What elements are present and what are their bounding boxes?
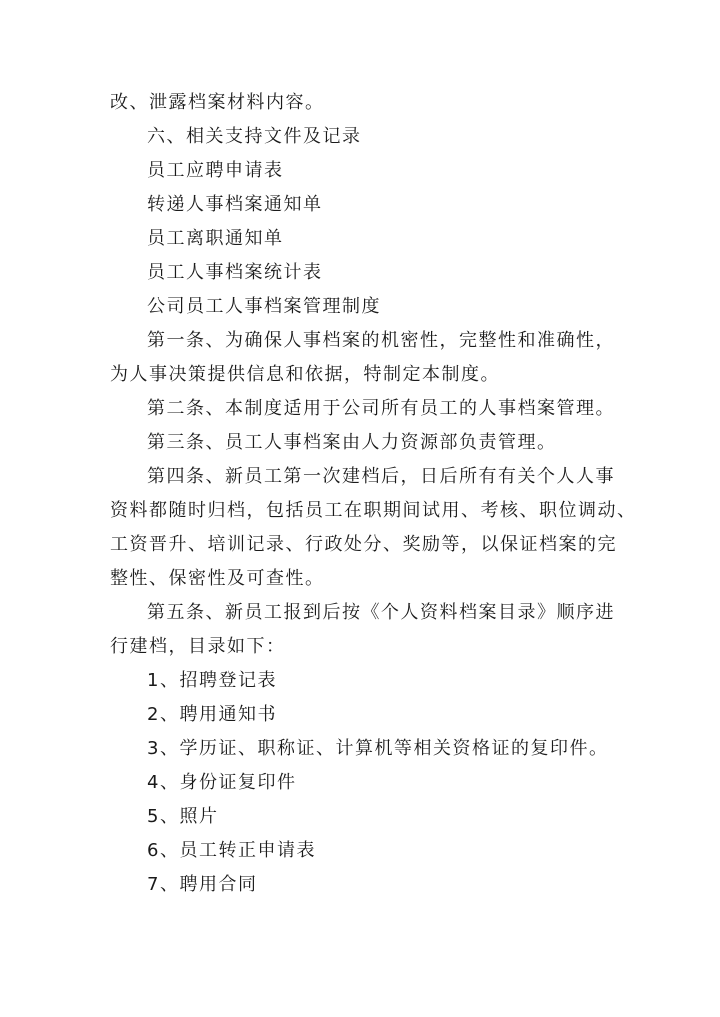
text-line: 工资晋升、培训记录、行政处分、奖励等，以保证档案的完	[110, 534, 617, 555]
text-line: 3、学历证、职称证、计算机等相关资格证的复印件。	[147, 738, 609, 759]
text-line: 员工离职通知单	[147, 228, 284, 249]
text-line: 资料都随时归档，包括员工在职期间试用、考核、职位调动、	[110, 500, 637, 521]
text-line: 员工人事档案统计表	[147, 262, 323, 283]
document-body	[110, 86, 637, 902]
text-line: 6、员工转正申请表	[147, 840, 316, 861]
text-line: 六、相关支持文件及记录	[147, 126, 362, 147]
text-line: 5、照片	[147, 806, 219, 827]
text-line: 4、身份证复印件	[147, 772, 297, 793]
text-line: 7、聘用合同	[147, 874, 258, 895]
text-line: 第三条、员工人事档案由人力资源部负责管理。	[147, 432, 557, 453]
text-line: 第一条、为确保人事档案的机密性，完整性和准确性，	[147, 330, 615, 351]
text-line: 改、泄露档案材料内容。	[110, 92, 325, 113]
text-line: 2、聘用通知书	[147, 704, 277, 725]
text-line: 整性、保密性及可查性。	[110, 568, 325, 589]
text-line: 行建档，目录如下：	[110, 636, 286, 657]
text-line: 第四条、新员工第一次建档后，日后所有有关个人人事	[147, 466, 615, 487]
text-line: 公司员工人事档案管理制度	[147, 296, 381, 317]
text-line: 第二条、本制度适用于公司所有员工的人事档案管理。	[147, 398, 615, 419]
text-line: 第五条、新员工报到后按《个人资料档案目录》顺序进	[147, 602, 615, 623]
text-line: 为人事决策提供信息和依据，特制定本制度。	[110, 364, 500, 385]
text-line: 转递人事档案通知单	[147, 194, 323, 215]
text-line: 员工应聘申请表	[147, 160, 284, 181]
text-line: 1、招聘登记表	[147, 670, 277, 691]
